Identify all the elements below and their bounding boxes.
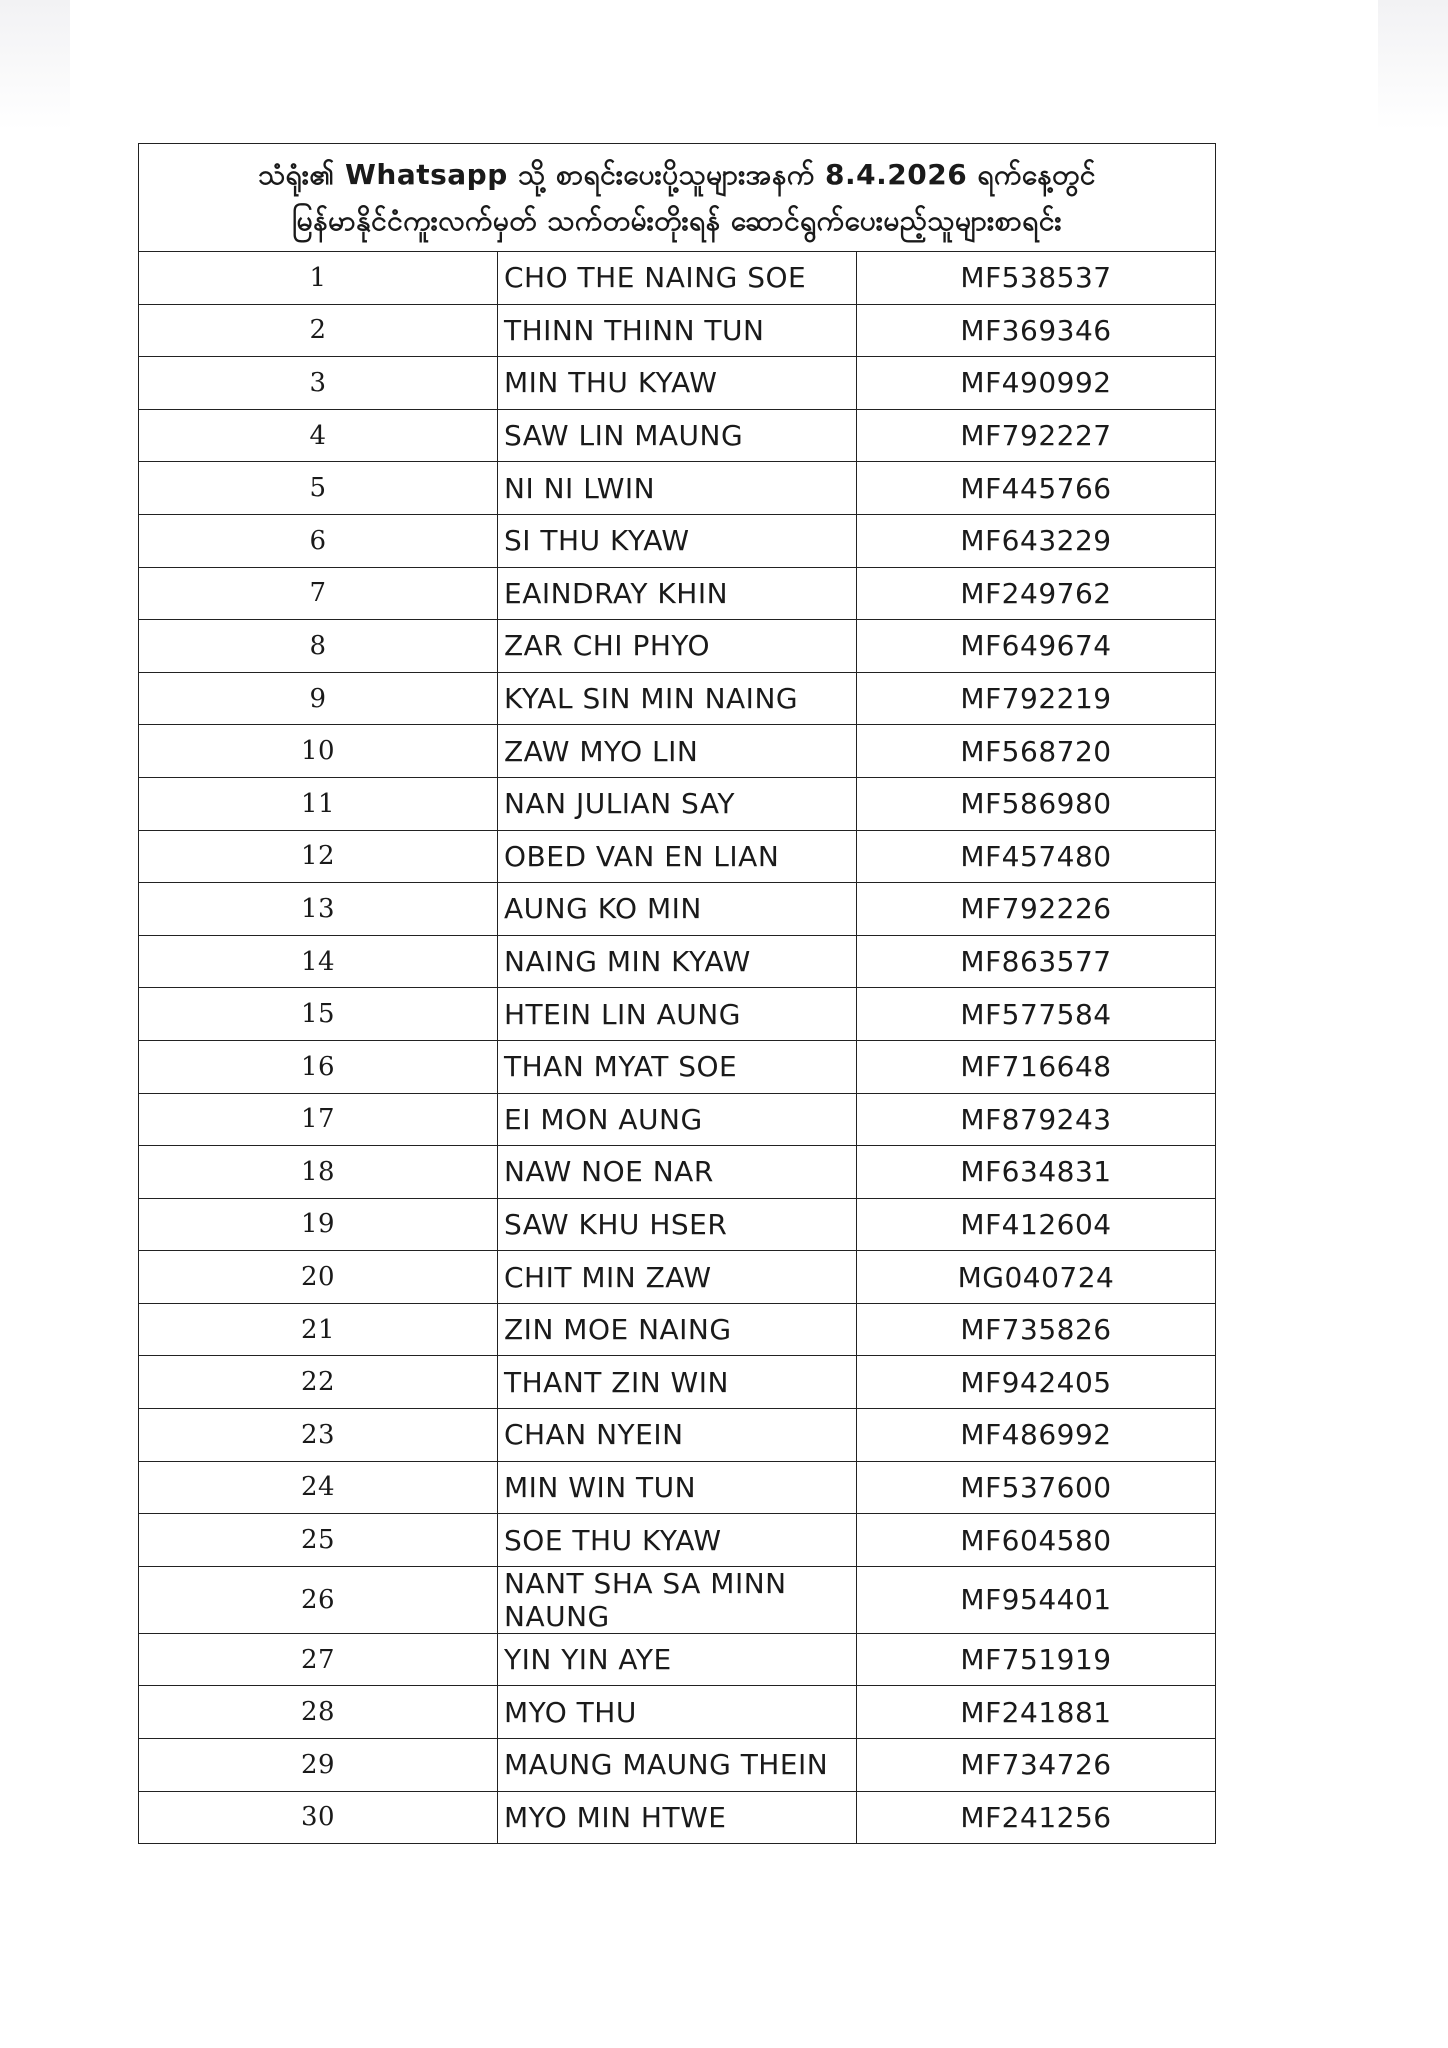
passport-number: MF241881 xyxy=(857,1686,1216,1739)
passport-number: MF792227 xyxy=(857,409,1216,462)
applicant-name: CHIT MIN ZAW xyxy=(498,1251,857,1304)
row-number: 16 xyxy=(139,1040,498,1093)
row-number: 19 xyxy=(139,1198,498,1251)
applicant-name: NAN JULIAN SAY xyxy=(498,777,857,830)
passport-number: MG040724 xyxy=(857,1251,1216,1304)
title-line-2: မြန်မာနိုင်ငံကူးလက်မှတ် သက်တမ်းတိုးရန် ဆောင်ရွက်ပေးမည့်သူများစာရင်း xyxy=(291,203,1063,237)
passport-number: MF792219 xyxy=(857,672,1216,725)
applicant-name: THINN THINN TUN xyxy=(498,304,857,357)
table-row xyxy=(139,514,1216,567)
table-title-row xyxy=(139,144,1216,252)
applicant-name: AUNG KO MIN xyxy=(498,883,857,936)
table-row xyxy=(139,935,1216,988)
row-number: 10 xyxy=(139,725,498,778)
row-number: 21 xyxy=(139,1303,498,1356)
table-row xyxy=(139,252,1216,305)
applicant-name: EI MON AUNG xyxy=(498,1093,857,1146)
applicant-name: SOE THU KYAW xyxy=(498,1514,857,1567)
table-title xyxy=(139,144,1216,252)
table-row xyxy=(139,1303,1216,1356)
row-number: 18 xyxy=(139,1146,498,1199)
title-line-1: သံရုံး၏ Whatsapp သို့ စာရင်းပေးပို့သူများအနက် 8.4.2026 ရက်နေ့တွင် xyxy=(258,157,1096,191)
passport-number: MF643229 xyxy=(857,514,1216,567)
row-number: 27 xyxy=(139,1633,498,1686)
row-number: 12 xyxy=(139,830,498,883)
passport-number: MF735826 xyxy=(857,1303,1216,1356)
row-number: 28 xyxy=(139,1686,498,1739)
passport-number: MF457480 xyxy=(857,830,1216,883)
row-number: 6 xyxy=(139,514,498,567)
applicant-name: HTEIN LIN AUNG xyxy=(498,988,857,1041)
passport-number: MF568720 xyxy=(857,725,1216,778)
row-number: 7 xyxy=(139,567,498,620)
table-row xyxy=(139,988,1216,1041)
row-number: 1 xyxy=(139,252,498,305)
row-number: 30 xyxy=(139,1791,498,1844)
applicant-name: MAUNG MAUNG THEIN xyxy=(498,1739,857,1792)
table-row xyxy=(139,777,1216,830)
table-row xyxy=(139,672,1216,725)
row-number: 23 xyxy=(139,1409,498,1462)
table-row xyxy=(139,1461,1216,1514)
row-number: 22 xyxy=(139,1356,498,1409)
passport-number: MF577584 xyxy=(857,988,1216,1041)
passport-number: MF412604 xyxy=(857,1198,1216,1251)
passport-number: MF792226 xyxy=(857,883,1216,936)
row-number: 20 xyxy=(139,1251,498,1304)
applicant-name: CHO THE NAING SOE xyxy=(498,252,857,305)
applicant-name: MYO THU xyxy=(498,1686,857,1739)
applicant-name: MIN THU KYAW xyxy=(498,357,857,410)
row-number: 15 xyxy=(139,988,498,1041)
applicant-name: NI NI LWIN xyxy=(498,462,857,515)
passport-number: MF604580 xyxy=(857,1514,1216,1567)
row-number: 9 xyxy=(139,672,498,725)
table-row xyxy=(139,1686,1216,1739)
row-number: 2 xyxy=(139,304,498,357)
row-number: 25 xyxy=(139,1514,498,1567)
table-row xyxy=(139,1093,1216,1146)
applicant-name: ZIN MOE NAING xyxy=(498,1303,857,1356)
table-row xyxy=(139,1146,1216,1199)
table-row xyxy=(139,567,1216,620)
table-row xyxy=(139,357,1216,410)
row-number: 24 xyxy=(139,1461,498,1514)
passport-number: MF734726 xyxy=(857,1739,1216,1792)
table-row xyxy=(139,1040,1216,1093)
passport-number: MF954401 xyxy=(857,1566,1216,1633)
table-row xyxy=(139,409,1216,462)
applicant-name: SAW LIN MAUNG xyxy=(498,409,857,462)
applicant-name: MYO MIN HTWE xyxy=(498,1791,857,1844)
applicant-name: EAINDRAY KHIN xyxy=(498,567,857,620)
row-number: 8 xyxy=(139,620,498,673)
passport-number: MF486992 xyxy=(857,1409,1216,1462)
row-number: 29 xyxy=(139,1739,498,1792)
row-number: 5 xyxy=(139,462,498,515)
applicant-name: NAW NOE NAR xyxy=(498,1146,857,1199)
scan-shadow-right xyxy=(1378,0,1448,130)
applicant-name: SI THU KYAW xyxy=(498,514,857,567)
row-number: 3 xyxy=(139,357,498,410)
table-row xyxy=(139,830,1216,883)
passport-number: MF249762 xyxy=(857,567,1216,620)
row-number: 26 xyxy=(139,1566,498,1633)
passport-number: MF716648 xyxy=(857,1040,1216,1093)
table-row xyxy=(139,883,1216,936)
table-row xyxy=(139,1566,1216,1633)
row-number: 11 xyxy=(139,777,498,830)
passport-number: MF751919 xyxy=(857,1633,1216,1686)
applicant-name: NANT SHA SA MINN NAUNG xyxy=(498,1566,857,1633)
applicant-name: THAN MYAT SOE xyxy=(498,1040,857,1093)
passport-number: MF942405 xyxy=(857,1356,1216,1409)
table-row xyxy=(139,1198,1216,1251)
table-row xyxy=(139,620,1216,673)
row-number: 17 xyxy=(139,1093,498,1146)
table-row xyxy=(139,304,1216,357)
table-row xyxy=(139,725,1216,778)
applicant-name: KYAL SIN MIN NAING xyxy=(498,672,857,725)
table-row xyxy=(139,462,1216,515)
table-row xyxy=(139,1251,1216,1304)
applicant-name: CHAN NYEIN xyxy=(498,1409,857,1462)
passport-number: MF369346 xyxy=(857,304,1216,357)
passport-number: MF879243 xyxy=(857,1093,1216,1146)
applicant-name: SAW KHU HSER xyxy=(498,1198,857,1251)
passport-number: MF490992 xyxy=(857,357,1216,410)
applicant-name: ZAR CHI PHYO xyxy=(498,620,857,673)
row-number: 14 xyxy=(139,935,498,988)
applicant-name: MIN WIN TUN xyxy=(498,1461,857,1514)
table-row xyxy=(139,1739,1216,1792)
passport-number: MF538537 xyxy=(857,252,1216,305)
passport-number: MF445766 xyxy=(857,462,1216,515)
passport-number: MF863577 xyxy=(857,935,1216,988)
passport-renewal-list-table xyxy=(138,143,1216,1844)
applicant-name: ZAW MYO LIN xyxy=(498,725,857,778)
scan-shadow-left xyxy=(0,0,70,130)
passport-number: MF586980 xyxy=(857,777,1216,830)
row-number: 4 xyxy=(139,409,498,462)
table-row xyxy=(139,1514,1216,1567)
applicant-name: OBED VAN EN LIAN xyxy=(498,830,857,883)
applicant-name: YIN YIN AYE xyxy=(498,1633,857,1686)
table-row xyxy=(139,1791,1216,1844)
table-row xyxy=(139,1633,1216,1686)
applicant-name: NAING MIN KYAW xyxy=(498,935,857,988)
row-number: 13 xyxy=(139,883,498,936)
applicant-name: THANT ZIN WIN xyxy=(498,1356,857,1409)
table-row xyxy=(139,1409,1216,1462)
passport-number: MF537600 xyxy=(857,1461,1216,1514)
passport-number: MF649674 xyxy=(857,620,1216,673)
passport-number: MF241256 xyxy=(857,1791,1216,1844)
table-row xyxy=(139,1356,1216,1409)
passport-number: MF634831 xyxy=(857,1146,1216,1199)
